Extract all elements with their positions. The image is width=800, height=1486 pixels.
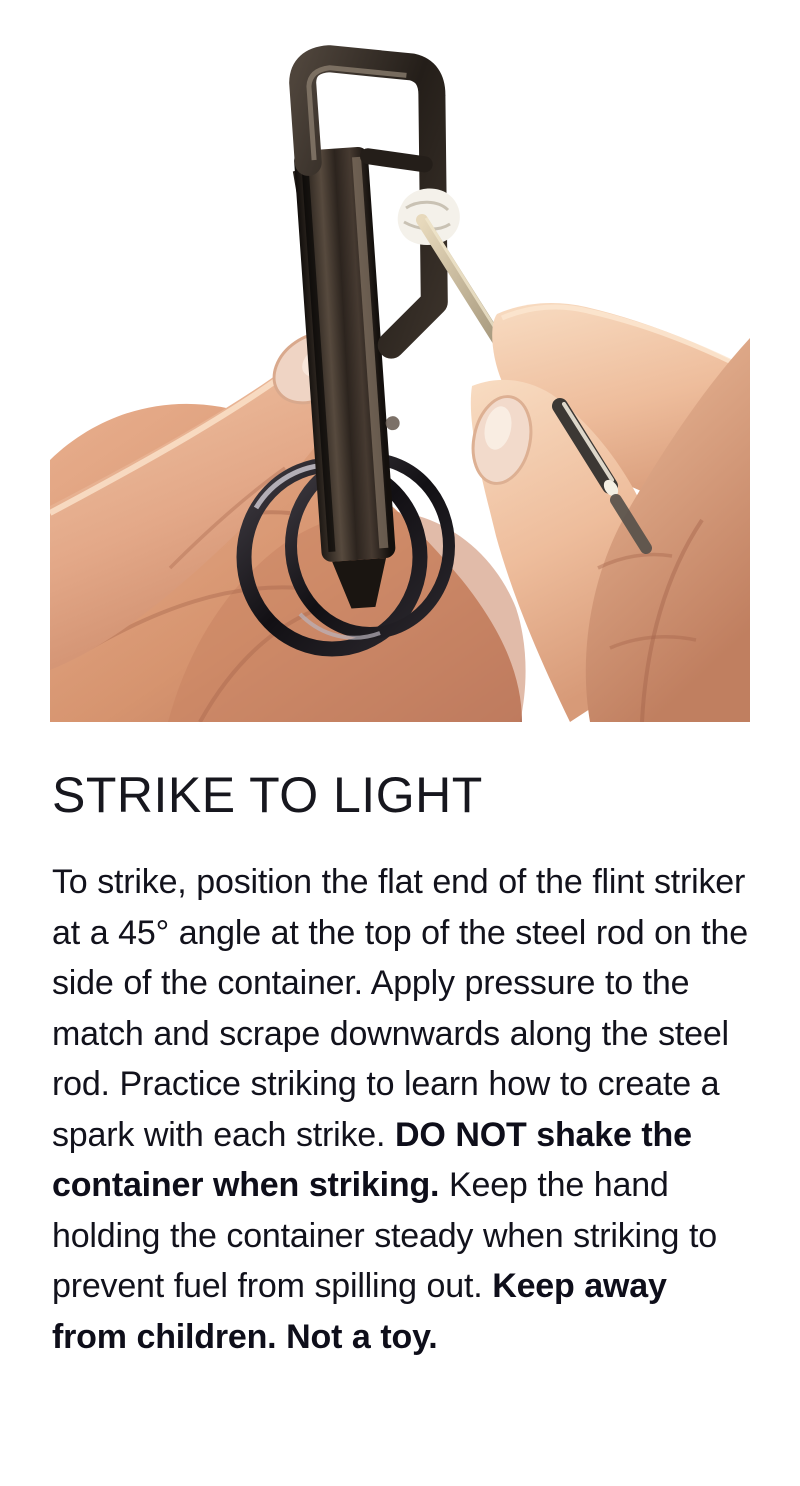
section-heading: STRIKE TO LIGHT xyxy=(52,767,483,823)
warning-text-do-not-shake: DO NOT shake the container when striking. xyxy=(52,1115,692,1204)
instruction-text-segment: To strike, position the flat end of the flint striker at a 45° angle at the top of the steel rod on the side of the container. Apply pressure to the match and scrape downwards along the steel rod. Practice striking to learn how to create a spark with each strike. xyxy=(52,863,748,1154)
product-photo xyxy=(50,8,750,722)
description-section xyxy=(52,768,752,1362)
product-photo-illustration xyxy=(50,8,750,722)
instruction-text-segment: Keep the hand holding the container steady when striking to prevent fuel from spilling out. xyxy=(52,1166,717,1305)
warning-text-keep-away: Keep away from children. Not a toy. xyxy=(52,1267,667,1356)
instruction-paragraph xyxy=(52,857,750,1362)
